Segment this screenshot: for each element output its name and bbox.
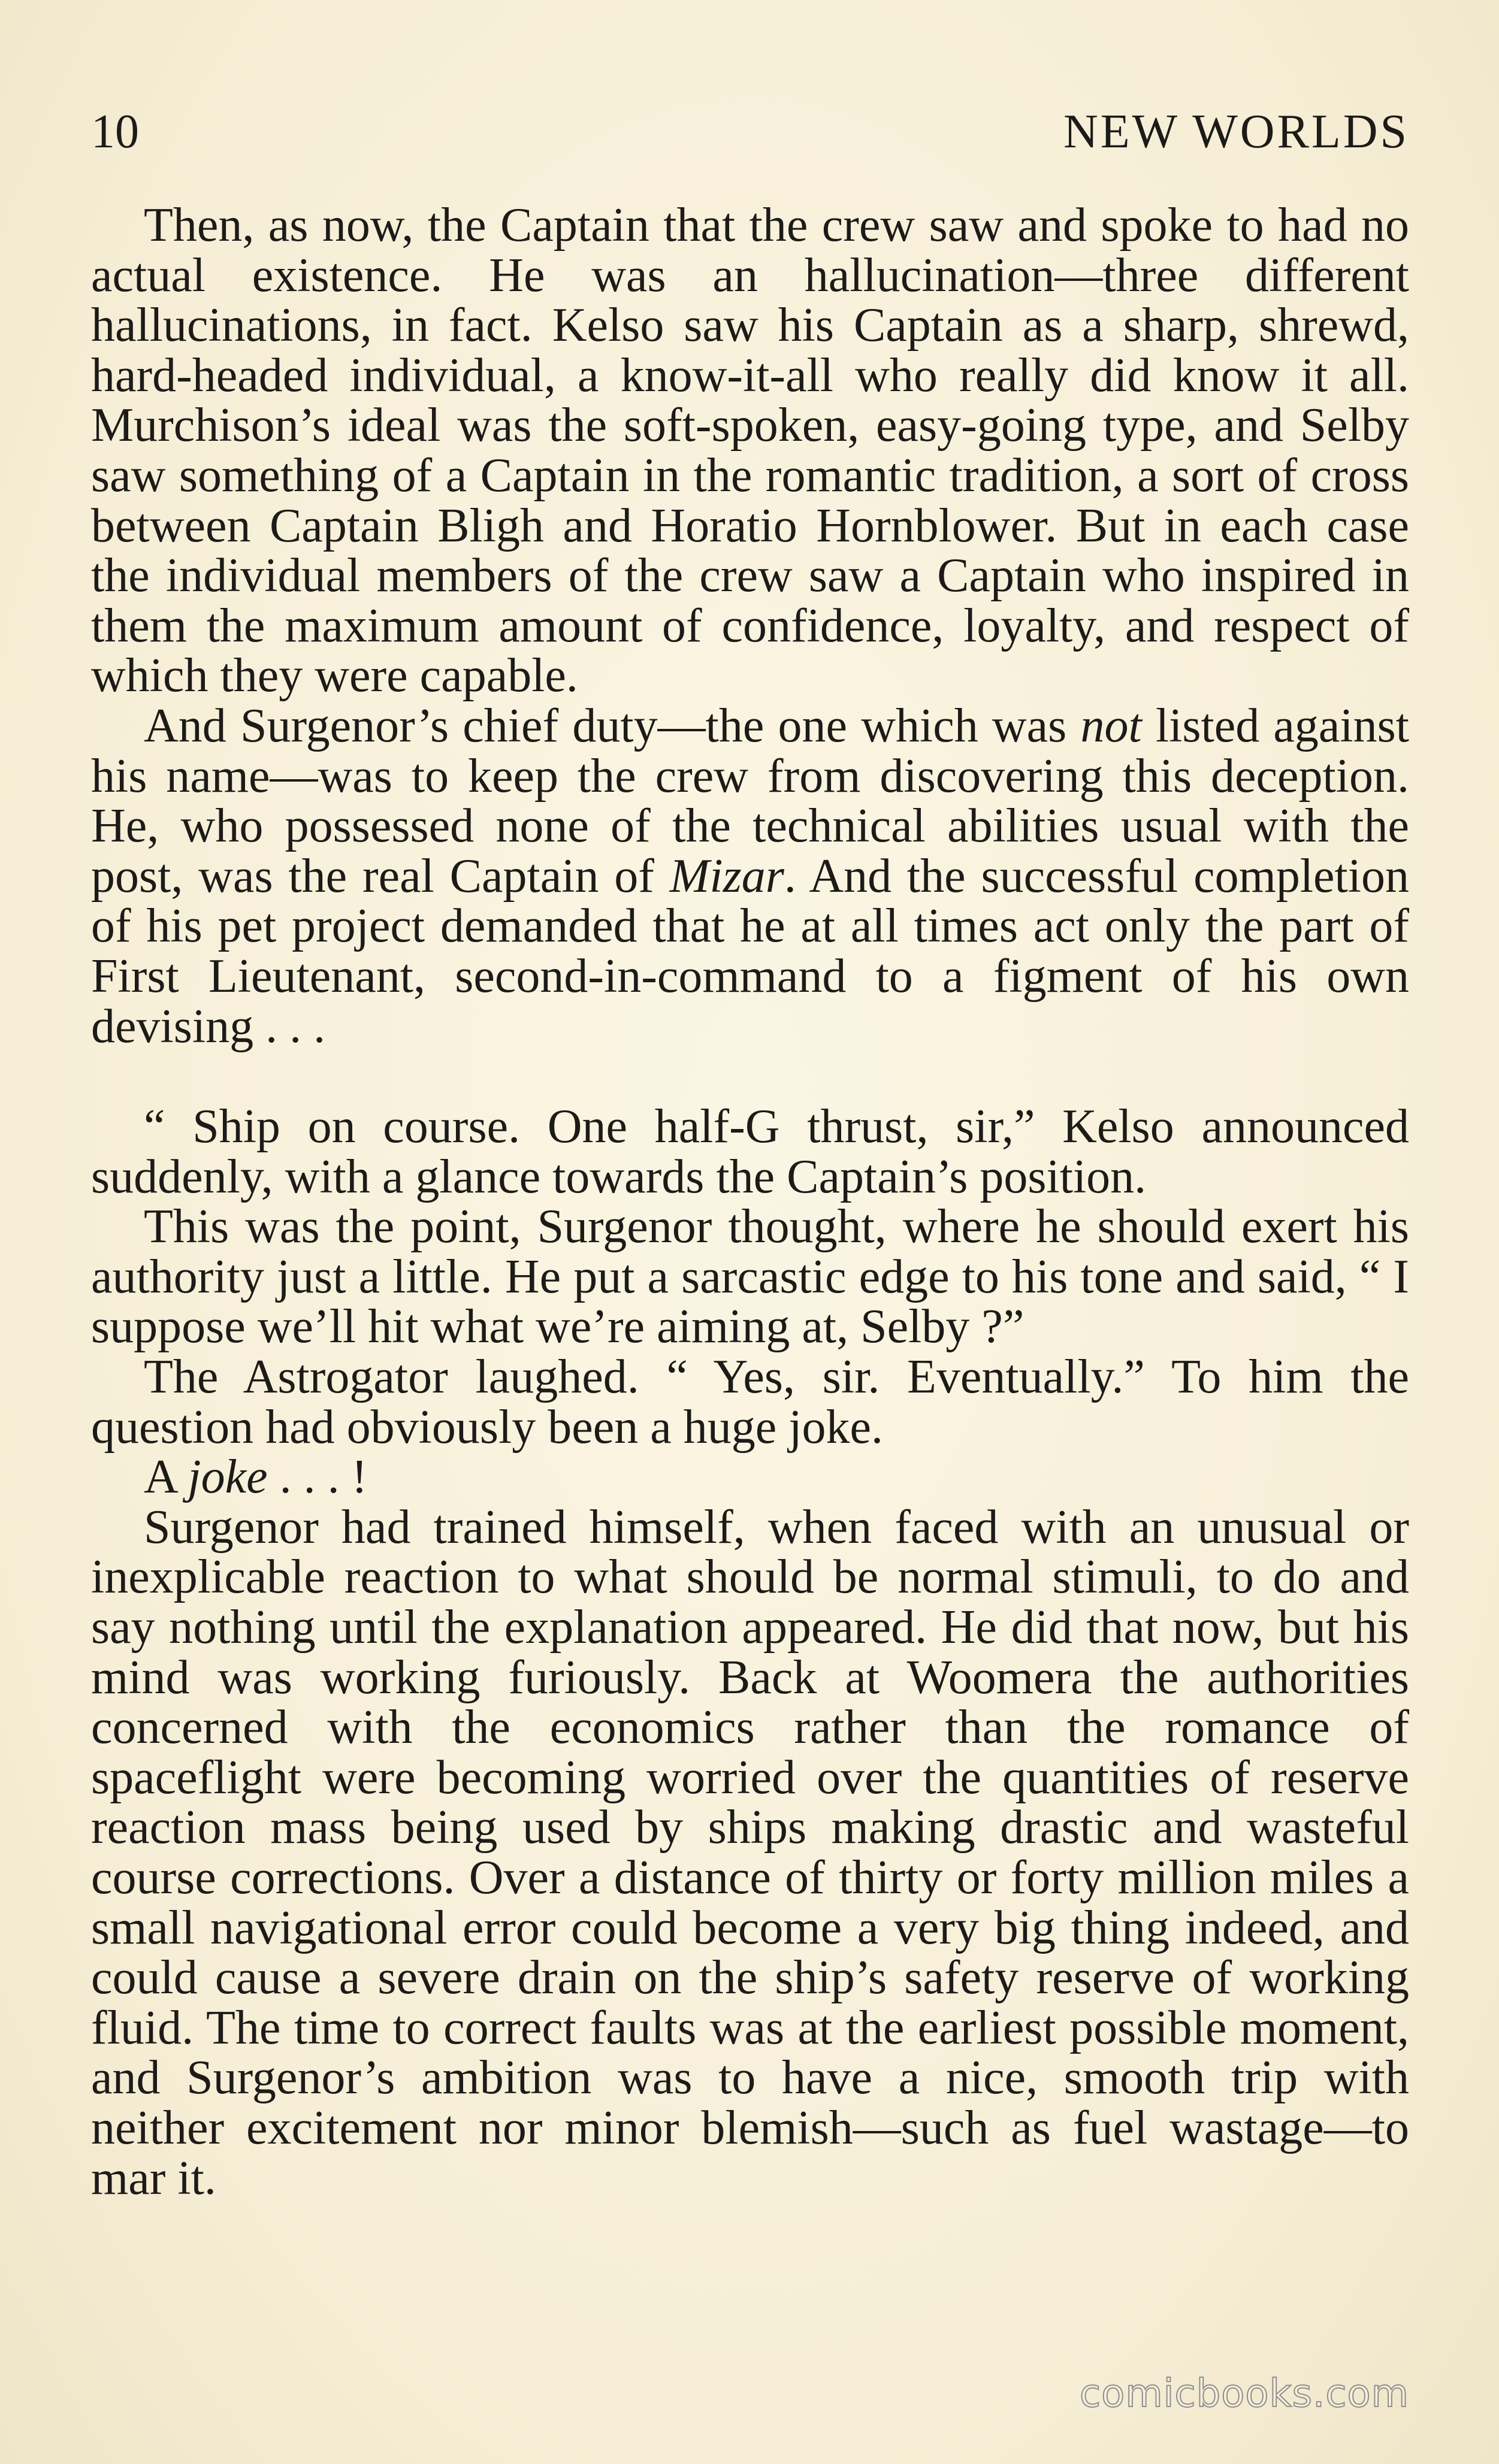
text-segment: “ Ship on course. One half-G thrust, sir,” Kelso announced suddenly, with a glance towards the Captain’s position. [91,1100,1409,1203]
paragraph-7 [91,1500,1409,2205]
text-segment: Then, as now, the Captain that the crew saw and spoke to had no actual existence. He was an hallucination—three different hallucinations, in fact. Kelso saw his Captain as a sharp, shrewd, hard-headed individual, a know-it-all who really did know it all. Murchison’s ideal was the soft-spoken, easy-going type, and Selby saw something of a Captain in the romantic tradition, a sort of cross between Captain Bligh and Horatio Hornblower. But in each case the individual members of the crew saw a Captain who inspired in them the maximum amount of confidence, loyalty, and respect of which they were capable. [91,199,1409,703]
italic-segment: joke [188,1451,268,1504]
paragraph-4 [91,1202,1409,1352]
text-segment: . . . ! [267,1451,368,1504]
site-watermark: comicbooks.com [1079,2372,1409,2416]
running-title: NEW WORLDS [1063,105,1409,158]
italic-segment: Mizar [669,849,784,903]
paragraph-3 [91,1102,1409,1202]
italic-segment: not [1080,699,1142,752]
text-segment: listed against his name—was to keep the crew from discovering this deception. He, who possessed none of the technical abilities usual with the post, was the real Captain of [91,699,1410,903]
page-number: 10 [91,105,139,158]
text-segment: This was the point, Surgenor thought, where he should exert his authority just a little. He put a sarcastic edge to his tone and said, “ I suppose we’ll hit what we’re aiming at, Selby ?” [91,1200,1409,1354]
paragraph-6 [91,1452,1409,1503]
body-text [91,201,1409,2203]
scene-break [91,1052,1409,1102]
page-header [91,102,1409,162]
text-segment: And Surgenor’s chief duty—the one which was [144,699,1081,752]
text-segment: Surgenor had trained himself, when faced with an unusual or inexplicable reaction to what should be normal stimuli, to do and say nothing until the explanation appeared. He did that now, but his mind was working furiously. Back at Woomera the authorities concerned with the economics rather than the romance of spaceflight were becoming worried over the quantities of reserve reaction mass being used by ships making drastic and wasteful course corrections. Over a distance of thirty or forty million miles a small navigational error could become a very big thing indeed, and could cause a severe drain on the ship’s safety reserve of working fluid. The time to correct faults was at the earliest possible moment, and Surgenor’s ambition was to have a nice, smooth trip with neither excitement nor minor blemish—such as fuel wastage—to mar it. [91,1500,1409,2205]
text-segment: The Astrogator laughed. “ Yes, sir. Eventually.” To him the question had obviously been a huge joke. [91,1351,1409,1454]
paragraph-2 [91,701,1409,1052]
paragraph-5 [91,1352,1409,1452]
text-segment: A [144,1451,188,1504]
text-segment: . And the successful completion of his pet project demanded that he at all times act only the part of First Lieutenant, second-in-command to a figment of his own devising . . . [91,849,1410,1053]
paragraph-1 [91,201,1409,701]
